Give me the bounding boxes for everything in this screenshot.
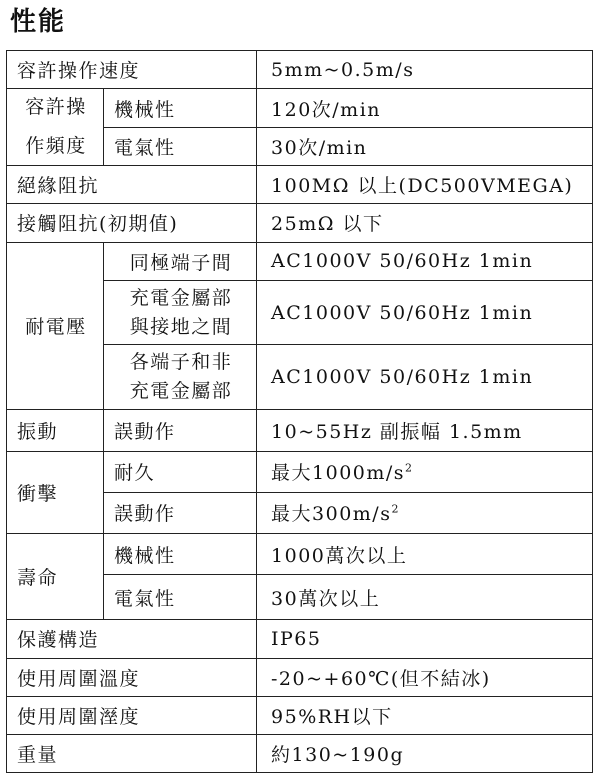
frequency-electrical-label: 電氣性	[104, 128, 257, 166]
life-mechanical-value: 1000萬次以上	[257, 533, 593, 574]
withstand-terminal-live-label: 各端子和非 充電金屬部	[104, 345, 257, 410]
withstand-live-ground-label: 充電金屬部 與接地之間	[104, 280, 257, 345]
contact-label: 接觸阻抗(初期值)	[7, 204, 257, 242]
humidity-value: 95%RH以下	[257, 696, 593, 734]
speed-value: 5mm~0.5m/s	[257, 51, 593, 89]
humidity-label: 使用周圍溼度	[7, 696, 257, 734]
frequency-electrical-value: 30次/min	[257, 128, 593, 166]
table-row	[7, 533, 593, 574]
withstand-same-pole-label: 同極端子間	[104, 242, 257, 280]
vibration-label: 振動	[7, 410, 104, 451]
shock-durability-value: 最大$1000m/s^2$	[257, 451, 593, 492]
weight-value: 約130~190g	[257, 734, 593, 772]
contact-value: 25mΩ 以下	[257, 204, 593, 242]
table-row	[7, 204, 593, 242]
frequency-label: 容許操 作頻度	[7, 89, 104, 166]
table-row	[7, 658, 593, 696]
life-electrical-value: 30萬次以上	[257, 575, 593, 620]
table-row	[7, 89, 593, 128]
protection-label: 保護構造	[7, 620, 257, 658]
vibration-value: 10~55Hz 副振幅 1.5mm	[257, 410, 593, 451]
withstand-label: 耐電壓	[7, 242, 104, 410]
table-row	[7, 410, 593, 451]
table-row	[7, 451, 593, 492]
table-row	[7, 734, 593, 772]
shock-malfunction-label: 誤動作	[104, 492, 257, 533]
table-row	[7, 696, 593, 734]
withstand-terminal-live-value: AC1000V 50/60Hz 1min	[257, 345, 593, 410]
shock-label: 衝擊	[7, 451, 104, 533]
table-row	[7, 166, 593, 204]
withstand-same-pole-value: AC1000V 50/60Hz 1min	[257, 242, 593, 280]
life-electrical-label: 電氣性	[104, 575, 257, 620]
weight-label: 重量	[7, 734, 257, 772]
table-row	[7, 620, 593, 658]
page-title: 性能	[10, 7, 67, 37]
withstand-live-ground-value: AC1000V 50/60Hz 1min	[257, 280, 593, 345]
frequency-mechanical-value: 120次/min	[257, 89, 593, 128]
shock-durability-label: 耐久	[104, 451, 257, 492]
speed-label: 容許操作速度	[7, 51, 257, 89]
insulation-label: 絕緣阻抗	[7, 166, 257, 204]
shock-malfunction-value: 最大$300m/s^2$	[257, 492, 593, 533]
table-row	[7, 51, 593, 89]
frequency-mechanical-label: 機械性	[104, 89, 257, 128]
temperature-value: -20~+60℃(但不結冰)	[257, 658, 593, 696]
vibration-sub-label: 誤動作	[104, 410, 257, 451]
spec-table	[6, 50, 593, 773]
temperature-label: 使用周圍溫度	[7, 658, 257, 696]
life-label: 壽命	[7, 533, 104, 620]
table-row	[7, 242, 593, 280]
life-mechanical-label: 機械性	[104, 533, 257, 574]
protection-value: IP65	[257, 620, 593, 658]
insulation-value: 100MΩ 以上(DC500VMEGA)	[257, 166, 593, 204]
